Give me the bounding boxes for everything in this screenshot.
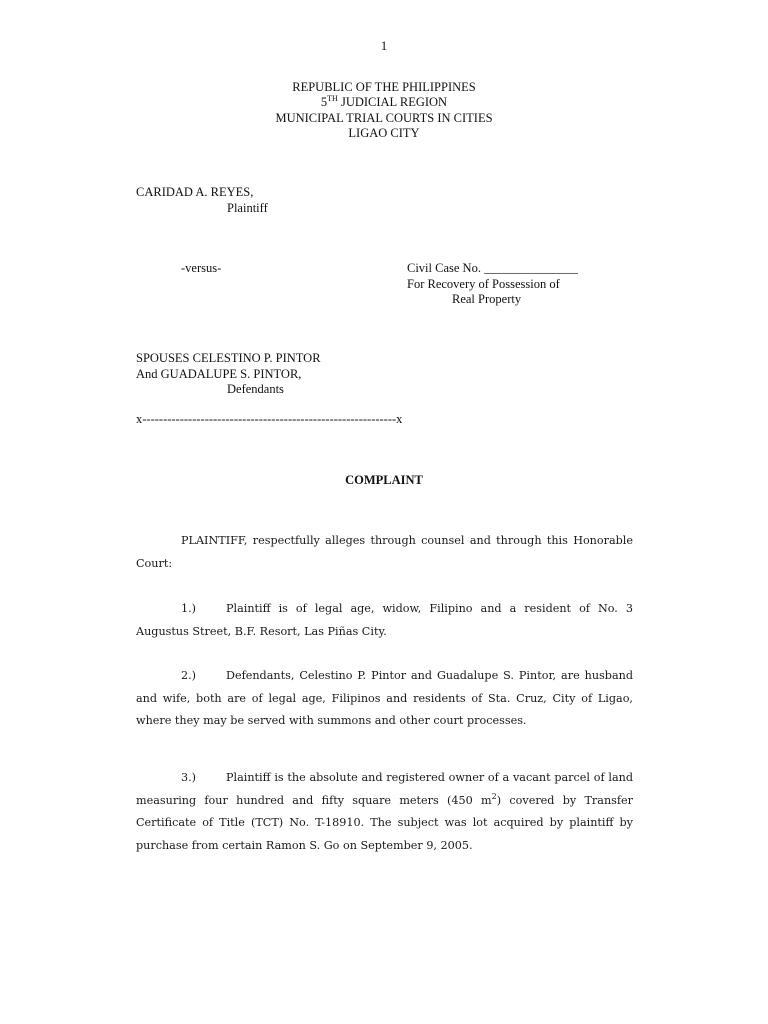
allegation-text: Defendants, Celestino P. Pintor and Guadalupe S. Pintor, are husband and wife, both are of legal age, Filipinos and residents of Sta. Cruz, City of Ligao, where they may be served with summons and other court processes. (136, 669, 633, 728)
plaintiff-role: Plaintiff (227, 201, 268, 215)
allegation-text-part1: Plaintiff is the absolute and registered owner of a vacant parcel of land measuring four hundred and fifty square meters (450 m (136, 771, 633, 807)
caption-region-label: JUDICIAL REGION (337, 95, 448, 109)
case-nature-line1: For Recovery of Possession of (407, 277, 560, 291)
case-nature-line2: Real Property (452, 292, 522, 306)
caption-region-ordinal: TH (327, 94, 338, 103)
civil-case-number: Civil Case No. _______________ (407, 261, 578, 275)
caption-republic: REPUBLIC OF THE PHILIPPINES (292, 80, 476, 94)
allegation-3 (136, 767, 633, 857)
allegation-2 (136, 665, 633, 733)
plaintiff-name: CARIDAD A. REYES, (136, 185, 254, 199)
caption-region-number: 5 (320, 95, 328, 109)
caption-court: MUNICIPAL TRIAL COURTS IN CITIES (275, 111, 493, 125)
defendants-role: Defendants (227, 382, 284, 396)
allegation-number: 1.) (181, 602, 197, 615)
versus-label: -versus- (181, 261, 222, 275)
allegation-1 (136, 598, 633, 643)
allegation-number: 2.) (181, 669, 197, 682)
caption-city: LIGAO CITY (348, 126, 420, 140)
caption-separator: x-------------------------------------------------------------x (136, 412, 403, 426)
caption-judicial-region (0, 95, 768, 111)
intro-text: PLAINTIFF, respectfully alleges through counsel and through this Honorable Court: (136, 534, 633, 570)
page-number: 1 (380, 39, 388, 53)
intro-paragraph (136, 530, 633, 575)
allegation-text: Plaintiff is of legal age, widow, Filipino and a resident of No. 3 Augustus Street, B.F. Resort, Las Piñas City. (136, 602, 633, 638)
square-superscript: 2 (491, 791, 497, 801)
defendants-line1: SPOUSES CELESTINO P. PINTOR (136, 351, 321, 365)
document-title: COMPLAINT (345, 473, 423, 487)
defendants-line2: And GUADALUPE S. PINTOR, (136, 367, 302, 381)
allegation-number: 3.) (181, 771, 197, 784)
allegation-text-part2: ) covered by Transfer Certificate of Title (TCT) No. T-18910. The subject was lot acquired by plaintiff by purchase from certain Ramon S. Go on September 9, 2005. (136, 793, 634, 852)
